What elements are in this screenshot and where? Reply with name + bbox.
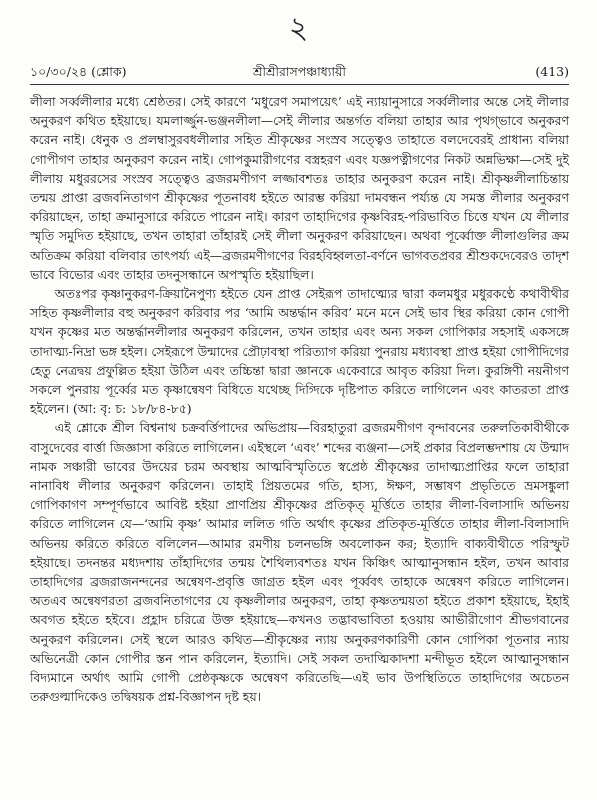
book-title: শ্রীশ্রীরাসপঞ্চাধ্যায়ী [253, 64, 346, 79]
page-body [30, 92, 569, 707]
verse-reference: ১০/৩০/২৪ (শ্লোক) [30, 64, 127, 79]
paragraph-3: এই শ্লোকে শ্রীল বিশ্বনাথ চক্রবর্ত্তিপাদের অভিপ্রায়—বিরহাতুরা ব্রজরমণীগণ বৃন্দাবনের তরুলতিকাবীথীকে বাসুদেবের বার্ত্তা জিজ্ঞাসা করিতে লাগিলেন। এইস্থলে ‘এবং’ শব্দের ব্যঞ্জনা—সেই প্রকার বিপ্রলম্ভদশায় যে উন্মাদ নামক সঞ্চারী ভাবের উদয়ের চরম অবস্থায় আত্মবিস্মৃতিতে স্বপ্রেষ্ঠ শ্রীকৃষ্ণের তাদাত্ম্যপ্রাপ্তির ফলে তাহারা নানাবিধ লীলার অনুকরণ করিলেন। তাহাই প্রিয়তমের গতি, হাস্য, ঈক্ষণ, সম্ভাষণ প্রভৃতিতে ভ্রমসঙ্কুলা গোপিকাগণ সম্পূর্ণভাবে আবিষ্ট হইয়া প্রাণপ্রিয় শ্রীকৃষ্ণের প্রতিকৃত্ মূর্ত্তিতে তাহার লীলা-বিলাসাদি অভিনয় করিতে লাগিলেন যে—‘আমি কৃষ্ণ’ আমার ললিত গতি অর্থাৎ কৃষ্ণের প্রতিকৃত-মূর্ত্তিতে তাহার লীলা-বিলাসাদি অভিনয় করিতে করিতে বলিলেন—আমার রমণীয় চলনভঙ্গি অবলোকন কর; ইত্যাদি বাক্যবীথীতে পরিস্ফুট হইয়াছে। তদনন্তর মধ্যদশায় তাঁহাদিগের তন্ময় শৈথিল্যবশতঃ যখন কিঞ্চিৎ আত্মানুসন্ধান হইল, তখন আবার তাহাদিগের ব্রজরাজনন্দনের অন্বেষণ-প্রবৃত্তি জাগ্রত হইল এবং পূর্ব্ববৎ তাহাকে অন্বেষণ করিতে লাগিলেন। অতএব অন্বেষণরতা ব্রজবনিতাগণের যে কৃষ্ণলীলার অনুকরণ, তাহা কৃষ্ণতন্ময়তা হইতে প্রকাশ হইয়াছে, ইহাই অবগত হইতে হইবে। প্রহ্লাদ চরিত্রে উক্ত হইয়াছে—কখনও তদ্ভাবভাবিতা হওয়ায় আভীরীগোণ শ্রীভগবানের অনুকরণ করিলেন। সেই স্থলে আরও কথিত—শ্রীকৃষ্ণের ন্যায় অনুকরণকারিণী কোন গোপিকা পূতনার ন্যায় অভিনেত্রী কোন গোপীর স্তন পান করিলেন, ইত্যাদি। সেই সকল তদাত্মিকাদশা মন্দীভূত হইলে আত্মানুসন্ধান বিদ্যমানে অর্থাৎ আমি গোপী প্রেষ্ঠকৃষ্ণকে অন্বেষণ করিতেছি—এই ভাব উপস্থিতিতে তাহাদিগের অচেতন তরুগুল্মাদিকেও তদ্বিষয়ক প্রশ্ন-বিজ্ঞাপন দৃষ্ট হয়। [30, 420, 569, 705]
running-header [30, 60, 569, 85]
page-number: (413) [535, 64, 569, 79]
paragraph-1: লীলা সর্ব্বলীলার মধ্যে শ্রেষ্ঠতর। সেই কারণে ‘মধুরেণ সমাপয়েৎ’ এই ন্যায়ানুসারে সর্ব্বলীলার অন্তে সেই লীলার অনুকরণ কথিত হইয়াছে। যমলার্জ্জুন-ভঞ্জনলীলা—সেই লীলার অন্তর্গত বলিয়া তাহার আর পৃথগ্ভাবে অনুকরণ করেন নাই। ধেনুক ও প্রলম্বাসুরবধলীলার সহিত শ্রীকৃষ্ণের সংস্রব সত্ত্বেও তাহাতে বলদেবেরই প্রাধান্য বলিয়া গোপীগণ তাহার অনুকরণ করেন নাই। গোপকুমারীগণের বস্ত্রহরণ এবং যজ্ঞপত্নীগণের নিকট অন্নভিক্ষা—সেই দুই লীলায় মধুররসের সংস্রব সত্ত্বেও ব্রজরমণীগণ লজ্জাবশতঃ তাহার অনুকরণ করেন নাই। শ্রীকৃষ্ণলীলাচিন্তায় তন্ময় প্রাপ্তা ব্রজবনিতাগণ শ্রীকৃষ্ণের পূতনাবধ হইতে আরম্ভ করিয়া দামবন্ধন পর্য্যন্ত যে সমস্ত লীলার অনুকরণ করিয়াছেন, তাহা ক্রমানুসারে করিতে পারেন নাই। কারণ তাহাদিগের কৃষ্ণবিরহ-পরিভাবিত চিত্তে যখন যে লীলার স্মৃতি সমুদিত হইয়াছে, তখন তাহারা তাঁহারই সেই লীলা অনুকরণ করিয়াছেন। অথবা পূর্ব্বোক্ত লীলাগুলির ক্রম অতিক্রম করিয়া বলিবার তাৎপর্য্য এই—ব্রজরমণীগণের বিরহবিহ্বলতা-বর্ণনে ভাগবতপ্রবর শ্রীশুকদেবেরও তাদৃশ ভাবে বিভোর এবং তাহার তদনুসন্ধানে অপস্মৃতি হইয়াছিল। [30, 94, 569, 282]
paragraph-2: অতঃপর কৃষ্ণানুকরণ-ক্রিয়ানৈপুণ্য হইতে যেন প্রাপ্ত সেইরূপ তাদাত্ম্যের দ্বারা কলমধুর মধুরকণ্ঠে কথাবীথীর সহিত কৃষ্ণলীলার বহু অনুকরণ করিবার পর ‘আমি অন্তর্দ্ধান করিব’ মনে মনে সেই ভাব স্থির করিয়া কোন গোপী যখন কৃষ্ণের মত অন্তর্দ্ধানলীলার অনুকরণ করিলেন, তখন তাহার এবং অন্য সকল গোপিকার সহসাই একসঙ্গে তাদাত্ম্য-নিদ্রা ভঙ্গ হইল। সেইরূপে উন্মাদের প্রৌঢ়াবস্থা পরিত্যাগ করিয়া পুনরায় মধ্যাবস্থা প্রাপ্ত হইয়া গোপীদিগের হেতু নেত্রদ্বয় প্রফুল্লিত হইয়া উঠিল এবং তচ্চিন্তা দ্বারা জ্ঞানকে একেবারে আবৃত করিয়া দিল। কুরঙ্গিণী নয়নীগণ সকলে পুনরায় পূর্ব্বের মত কৃষ্ণান্বেষণ বিধিতে যথেচ্ছ দিগ্দিকে দৃষ্টিপাত করিতে লাগিলেন এবং কাতরতা প্রাপ্ত হইলেন। (আ: বৃ: চ: ১৮/৮৪-৮৫) [30, 286, 569, 417]
page-mark: ২ [288, 11, 309, 46]
